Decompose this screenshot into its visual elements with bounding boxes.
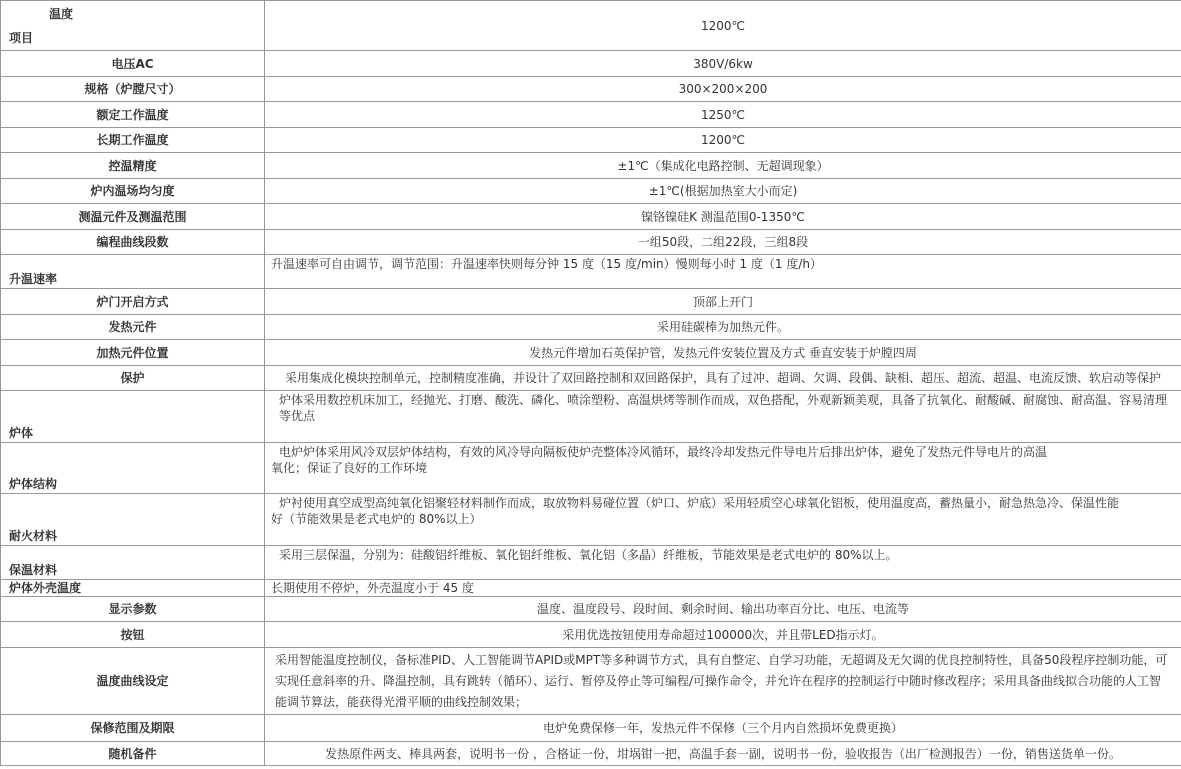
- row-value: 380V/6kw: [265, 51, 1181, 77]
- row-value: 1250℃: [265, 102, 1181, 128]
- row-label: 发热元件: [1, 315, 265, 340]
- row-value: 顶部上开门: [265, 289, 1181, 315]
- table-row-shell-temp: [1, 580, 1181, 597]
- row-value: ±1℃(根据加热室大小而定): [265, 179, 1181, 204]
- table-row-furnace-body: [1, 391, 1181, 443]
- table-row-heating-element: [1, 315, 1181, 340]
- table-row-refractory: [1, 494, 1181, 546]
- row-value: 1200℃: [265, 128, 1181, 153]
- row-value: 电炉免费保修一年，发热元件不保修（三个月内自然损坏免费更换）: [265, 715, 1181, 742]
- row-value: 发热元件增加石英保护管，发热元件安装位置及方式 垂直安装于炉膛四周: [265, 340, 1181, 366]
- row-label: 炉内温场均匀度: [1, 179, 265, 204]
- table-header-row: [1, 1, 1181, 51]
- row-value: 采用优选按钮使用寿命超过100000次，并且带LED指示灯。: [265, 622, 1181, 648]
- row-label: 温度曲线设定: [1, 648, 265, 715]
- row-value: 一组50段，二组22段，三组8段: [265, 230, 1181, 255]
- row-label: 长期工作温度: [1, 128, 265, 153]
- row-value: [265, 494, 1181, 546]
- header-label-item: 项目: [9, 30, 34, 45]
- row-value: ±1℃（集成化电路控制、无超调现象）: [265, 153, 1181, 179]
- row-label: 耐火材料: [1, 494, 265, 546]
- row-value-line: 炉衬使用真空成型高纯氧化铝聚轻材料制作而成，取放物料易碰位置（炉口、炉底）采用轻质空心球氧化铝板，使用温度高，蓄热量小，耐急热急冷、保温性能: [279, 496, 1120, 510]
- table-row-display-params: [1, 597, 1181, 622]
- table-row-heating-rate: [1, 255, 1181, 289]
- row-label: 编程曲线段数: [1, 230, 265, 255]
- row-value: 温度、温度段号、段时间、剩余时间、输出功率百分比、电压、电流等: [265, 597, 1181, 622]
- row-label: 电压AC: [1, 51, 265, 77]
- row-label: 升温速率: [1, 255, 265, 289]
- table-row-insulation: [1, 546, 1181, 580]
- row-label: 炉体结构: [1, 443, 265, 494]
- table-row-control-precision: [1, 153, 1181, 179]
- row-label: 保温材料: [1, 546, 265, 580]
- row-value: 采用集成化模块控制单元，控制精度准确，并设计了双回路控制和双回路保护，具有了过冲、超调、欠调、段偶、缺相、超压、超流、超温、电流反馈、软启动等保护: [265, 366, 1181, 391]
- row-label: 加热元件位置: [1, 340, 265, 366]
- table-row-door-opening: [1, 289, 1181, 315]
- header-label-cell: [1, 1, 265, 51]
- row-value: 300×200×200: [265, 77, 1181, 102]
- row-label: 炉体外壳温度: [1, 580, 265, 597]
- row-label: 额定工作温度: [1, 102, 265, 128]
- row-label: 测温元件及测温范围: [1, 204, 265, 230]
- table-row-rated-temp: [1, 102, 1181, 128]
- table-row-curve-setting: [1, 648, 1181, 715]
- row-label: 显示参数: [1, 597, 265, 622]
- table-row-longterm-temp: [1, 128, 1181, 153]
- row-label: 炉门开启方式: [1, 289, 265, 315]
- table-row-uniformity: [1, 179, 1181, 204]
- table-row-element-position: [1, 340, 1181, 366]
- table-row-accessories: [1, 742, 1181, 766]
- table-row-furnace-structure: [1, 443, 1181, 494]
- row-label: 保修范围及期限: [1, 715, 265, 742]
- row-label: 规格（炉膛尺寸）: [1, 77, 265, 102]
- row-value: 炉体采用数控机床加工，经抛光、打磨、酸洗、磷化、喷涂塑粉、高温烘烤等制作而成，双色搭配，外观新颖美观，具备了抗氧化、耐酸碱、耐腐蚀、耐高温、容易清理等优点: [265, 391, 1181, 443]
- table-row-program-segments: [1, 230, 1181, 255]
- row-label: 随机备件: [1, 742, 265, 766]
- row-label: 保护: [1, 366, 265, 391]
- table-row-spec: [1, 77, 1181, 102]
- row-value: 采用智能温度控制仪，备标准PID、人工智能调节APID或MPT等多种调节方式，具有自整定、自学习功能，无超调及无欠调的优良控制特性，具备50段程序控制功能，可实现任意斜率的升、降温控制，具有跳转（循环）、运行、暂停及停止等可编程/可操作命令，并允许在程序的控制运行中随时修改程序；采用具备曲线拟合功能的人工智能调节算法，能获得光滑平顺的曲线控制效果；: [265, 648, 1181, 715]
- row-label: 控温精度: [1, 153, 265, 179]
- row-value-line: 好（节能效果是老式电炉的 80%以上）: [271, 512, 482, 526]
- row-value: 长期使用不停炉，外壳温度小于 45 度: [265, 580, 1181, 597]
- row-label: 炉体: [1, 391, 265, 443]
- row-value-line: 氧化；保证了良好的工作环境: [271, 461, 428, 475]
- row-value: 采用三层保温，分别为：硅酸铝纤维板、氧化铝纤维板、氧化铝（多晶）纤维板，节能效果是老式电炉的 80%以上。: [265, 546, 1181, 580]
- header-label-temperature: 温度: [49, 6, 74, 21]
- table-row-protection: [1, 366, 1181, 391]
- table-row-voltage: [1, 51, 1181, 77]
- row-value: 升温速率可自由调节，调节范围：升温速率快则每分钟 15 度（15 度/min）慢则每小时 1 度（1 度/h）: [265, 255, 1181, 289]
- row-value: 镍铬镍硅K 测温范围0-1350℃: [265, 204, 1181, 230]
- row-value: [265, 443, 1181, 494]
- row-label: 按钮: [1, 622, 265, 648]
- row-value-line: 电炉炉体采用风冷双层炉体结构，有效的风冷导向隔板使炉壳整体冷风循环，最终冷却发热元件导电片后排出炉体，避免了发热元件导电片的高温: [279, 445, 1048, 459]
- row-value: 采用硅碳棒为加热元件。: [265, 315, 1181, 340]
- row-value: 发热原件两支、棒具两套，说明书一份 ，合格证一份，坩埚钳一把，高温手套一副，说明书一份，验收报告（出厂检测报告）一份，销售送货单一份。: [265, 742, 1181, 766]
- table-row-warranty: [1, 715, 1181, 742]
- table-row-buttons: [1, 622, 1181, 648]
- table-row-thermocouple: [1, 204, 1181, 230]
- header-value-cell: 1200℃: [265, 1, 1181, 51]
